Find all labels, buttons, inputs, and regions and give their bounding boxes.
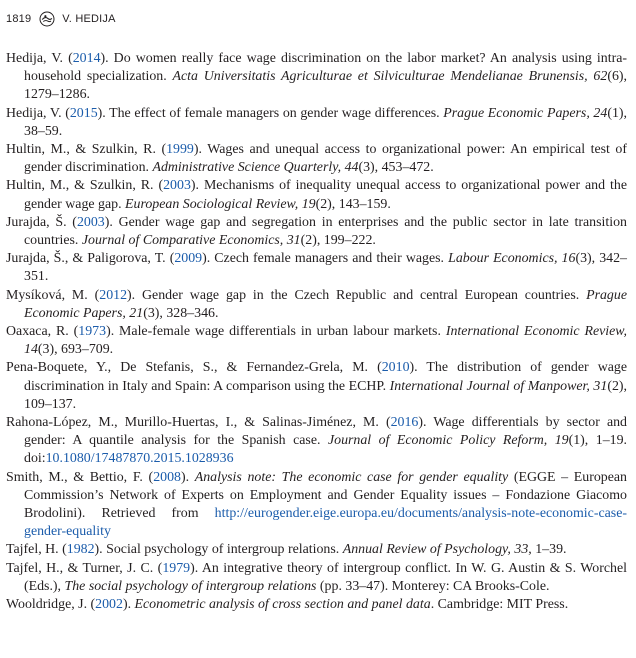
reference-text: (2), 143–159.	[315, 196, 391, 212]
page-number: 1819	[6, 13, 32, 25]
reference-text: Tajfel, H., & Turner, J. C. (	[6, 560, 163, 576]
reference-entry-jurajda-2009	[6, 250, 627, 286]
reference-year-link[interactable]: 2003	[163, 178, 191, 194]
reference-source-title: The social psychology of intergroup relations	[64, 578, 317, 594]
reference-source-title: Labour Economics, 16	[448, 251, 576, 267]
reference-source-title: Econometric analysis of cross section and panel data	[134, 597, 431, 613]
reference-entry-oaxaca-1973	[6, 323, 627, 359]
reference-text: , 1–39.	[528, 542, 567, 558]
reference-text: Hultin, M., & Szulkin, R. (	[6, 178, 164, 194]
reference-text: ).	[122, 597, 135, 613]
reference-text: Smith, M., & Bettio, F. (	[6, 469, 154, 485]
reference-text: ). Gender wage gap and segregation in enterprises and the public sector in late transition countries.	[24, 214, 628, 249]
reference-entry-pena-boquete-2010	[6, 359, 627, 414]
reference-text: (6), 1279–1286.	[24, 69, 627, 103]
reference-source-title: International Journal of Manpower, 31	[389, 378, 608, 394]
reference-text: (1), 38–59.	[24, 105, 627, 139]
reference-text: (EGGE – European Commission’s Network of Experts on Employment and Gender Equality issues – Fondazione Giacomo Brodolini). Retrieved from	[24, 469, 627, 522]
reference-text: ). The effect of female managers on gender wage differences.	[97, 105, 444, 121]
reference-url-link[interactable]: 10.1080/17487870.2015.1028936	[45, 451, 234, 467]
reference-text: Oaxaca, R. (	[6, 324, 79, 340]
running-header-author: V. HEDIJA	[62, 13, 116, 25]
reference-year-link[interactable]: 2008	[153, 469, 181, 485]
reference-text: Pena-Boquete, Y., De Stefanis, S., & Fernandez-Grela, M. (	[6, 360, 382, 376]
reference-source-title: Annual Review of Psychology, 33	[342, 542, 529, 558]
reference-source-title: International Economic Review, 14	[24, 324, 628, 358]
reference-year-link[interactable]: 2009	[174, 251, 203, 267]
reference-year-link[interactable]: 2016	[390, 415, 419, 431]
reference-text: (2), 199–222.	[300, 233, 376, 249]
reference-text: ). Wages and unequal access to organizational power: An empirical test of gender discrimination.	[24, 142, 628, 176]
reference-text: ). Gender wage gap in the Czech Republic and central European countries.	[127, 287, 587, 303]
reference-text: Tajfel, H. (	[6, 542, 67, 558]
publisher-logo-icon	[39, 11, 55, 27]
reference-source-title: Prague Economic Papers, 21	[24, 287, 627, 321]
reference-year-link[interactable]: 1982	[66, 542, 95, 558]
reference-year-link[interactable]: 2010	[381, 360, 410, 376]
reference-entry-jurajda-2003	[6, 214, 627, 250]
reference-entry-wooldridge-2002	[6, 596, 627, 614]
reference-text: . Cambridge: MIT Press.	[430, 597, 569, 613]
reference-year-link[interactable]: 2003	[76, 214, 105, 230]
reference-text: ). Mechanisms of inequality unequal access to organizational power and the gender wage gap.	[24, 178, 627, 212]
reference-text: Hedija, V. (	[6, 105, 70, 121]
reference-text: Mysíková, M. (	[6, 287, 100, 303]
reference-year-link[interactable]: 2015	[69, 105, 98, 121]
reference-text: ). Male-female wage differentials in urban labour markets.	[106, 324, 446, 340]
reference-url-link[interactable]: http://eurogender.eige.europa.eu/documents/analysis-note-economic-case-gender-equality	[24, 506, 627, 540]
reference-text: Jurajda, Š., & Paligorova, T. (	[6, 251, 175, 267]
reference-text: ). Wage differentials by sector and gender: A quantile analysis for the Spanish case.	[24, 415, 627, 449]
reference-text: (3), 328–346.	[143, 305, 219, 321]
reference-list	[6, 50, 627, 614]
reference-entry-hedija-2015	[6, 105, 627, 141]
reference-entry-hultin-2003	[6, 177, 627, 213]
reference-text: ).	[180, 469, 195, 485]
reference-entry-hedija-2014	[6, 50, 627, 105]
reference-year-link[interactable]: 2014	[72, 51, 101, 66]
reference-text: Wooldridge, J. (	[6, 597, 96, 613]
reference-source-title: Journal of Comparative Economics, 31	[81, 233, 301, 249]
reference-text: ). Czech female managers and their wages.	[202, 251, 449, 267]
reference-source-title: Prague Economic Papers, 24	[443, 105, 608, 121]
reference-entry-mysikova-2012	[6, 287, 627, 323]
reference-entry-smith-2008	[6, 469, 627, 542]
reference-entry-hultin-1999	[6, 141, 627, 177]
reference-entry-tajfel-1982	[6, 541, 627, 559]
reference-source-title: Administrative Science Quarterly, 44	[152, 160, 359, 176]
reference-text: (3), 342–351.	[24, 251, 627, 285]
running-header	[6, 9, 116, 29]
reference-source-title: Journal of Economic Policy Reform, 19	[327, 433, 569, 449]
reference-entry-tajfel-1979	[6, 560, 627, 596]
reference-year-link[interactable]: 1973	[78, 324, 107, 340]
reference-text: ). The distribution of gender wage discrimination in Italy and Spain: A comparison using the ECHP.	[24, 360, 628, 394]
reference-year-link[interactable]: 1979	[162, 560, 191, 576]
reference-text: (pp. 33–47). Monterey: CA Brooks-Cole.	[316, 578, 550, 594]
reference-text: ). Social psychology of intergroup relations.	[94, 542, 343, 558]
reference-text: Jurajda, Š. (	[6, 214, 77, 230]
reference-text: Hultin, M., & Szulkin, R. (	[6, 142, 167, 158]
reference-text: (2), 109–137.	[24, 378, 627, 412]
reference-source-title: Analysis note: The economic case for gender equality	[194, 469, 509, 485]
reference-text: ). Do women really face wage discrimination on the labor market? An analysis using intra-household specialization.	[24, 51, 628, 85]
reference-year-link[interactable]: 2012	[99, 287, 128, 303]
reference-text: (3), 693–709.	[37, 342, 114, 358]
reference-source-title: Acta Universitatis Agriculturae et Silviculturae Mendelianae Brunensis, 62	[172, 69, 608, 85]
reference-entry-rahona-lopez-2016	[6, 414, 627, 469]
reference-source-title: European Sociological Review, 19	[125, 196, 316, 212]
reference-text: Hedija, V. (	[6, 51, 73, 66]
reference-text: (3), 453–472.	[358, 160, 434, 176]
reference-text: (1), 1–19. doi:	[24, 433, 628, 467]
reference-text: Rahona-López, M., Murillo-Huertas, I., & Salinas-Jiménez, M. (	[6, 415, 391, 431]
reference-year-link[interactable]: 1999	[166, 142, 194, 158]
reference-text: ). An integrative theory of intergroup conflict. In W. G. Austin & S. Worchel (Eds.),	[24, 560, 627, 594]
reference-year-link[interactable]: 2002	[95, 597, 123, 613]
